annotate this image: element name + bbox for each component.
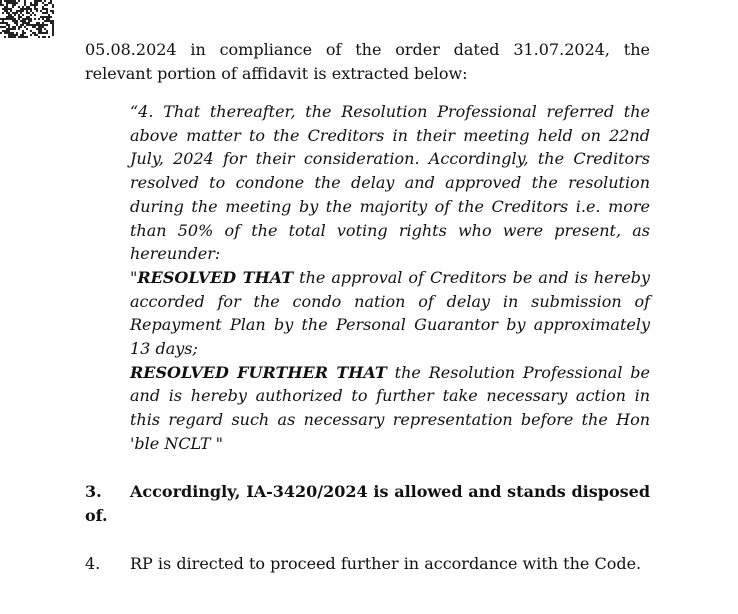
resolution-1-lead: RESOLVED THAT — [137, 267, 294, 287]
paragraph-3-text: Accordingly, IA-3420/2024 is allowed and stands disposed of. — [85, 481, 650, 525]
intro-paragraph: 05.08.2024 in compliance of the order dated 31.07.2024, the relevant portion of affidavit is extracted below: — [85, 40, 650, 83]
paragraph-4-text: RP is directed to proceed further in accordance with the Code. — [130, 553, 642, 573]
affidavit-quote — [130, 100, 650, 456]
qr-code-image — [0, 0, 54, 38]
resolution-2-text: the Resolution Professional be and is hereby authorized to further take necessary action in this regard such as necessary representation before the Hon 'ble NCLT " — [130, 362, 651, 453]
paragraph-3-number: 3. — [85, 481, 102, 501]
quote-paragraph-4: “4. That thereafter, the Resolution Professional referred the above matter to the Creditors in their meeting held on 22nd July, 2024 for their consideration. Accordingly, the Creditors resolved to condone the delay and approved the resolution during the meeting by the majority of the Creditors i.e. more than 50% of the total voting rights who were present, as hereunder: — [130, 102, 650, 264]
paragraph-4-number: 4. — [85, 553, 101, 573]
resolution-1-open-quote: " — [130, 267, 138, 287]
resolution-1-text: the approval of Creditors be and is hereby accorded for the condo nation of delay in submission of Repayment Plan by the Personal Guarantor by approximately 13 days; — [130, 267, 650, 359]
paragraph-4 — [85, 552, 650, 576]
resolution-2 — [130, 361, 650, 456]
paragraph-3 — [85, 480, 650, 528]
resolution-1 — [130, 266, 650, 361]
resolution-2-lead: RESOLVED FURTHER THAT — [130, 362, 387, 382]
document-page — [85, 38, 650, 592]
